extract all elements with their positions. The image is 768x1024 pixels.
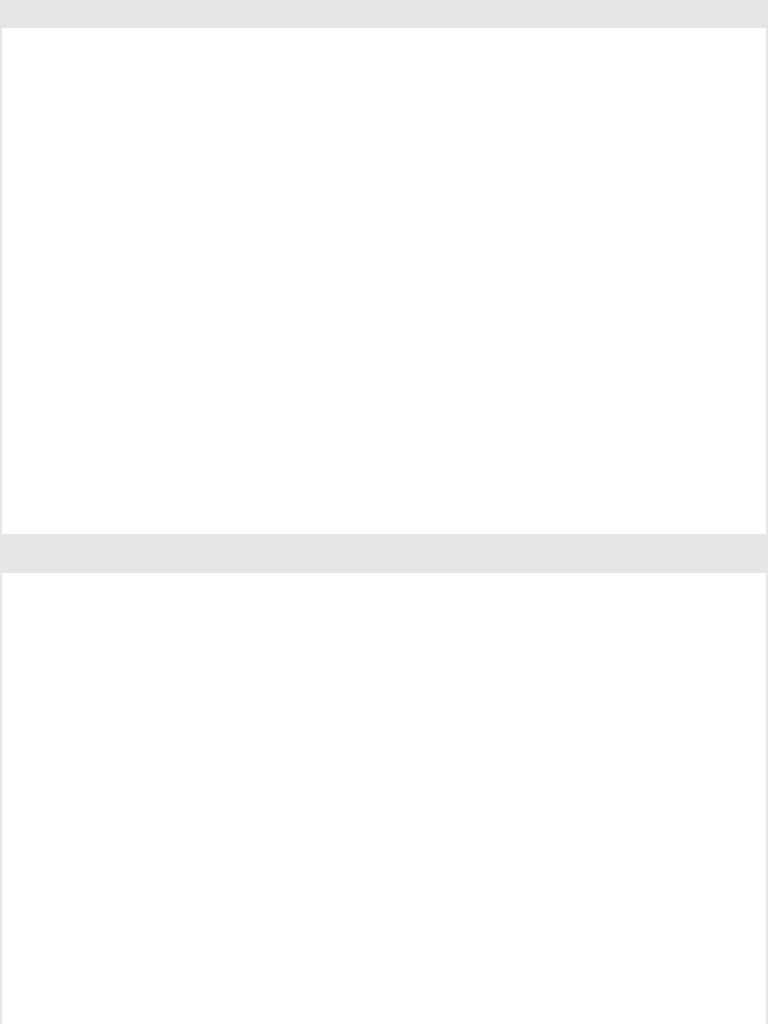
page-1: [2, 28, 766, 534]
page-2: [2, 573, 766, 1024]
